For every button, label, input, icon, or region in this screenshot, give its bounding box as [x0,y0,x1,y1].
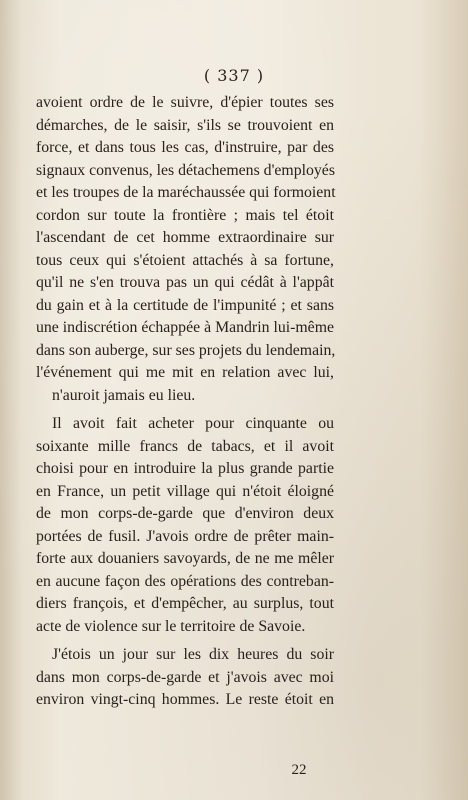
text-line: environ vingt-cinq hommes. Le reste étoit en [36,691,334,708]
text-line: cordon sur toute la frontière ; mais tel étoit [36,206,334,224]
body-text [36,92,334,712]
text-line: n'auroit jamais eu lieu. [52,386,196,404]
text-line: du gain et à la certitude de l'impunité ; et sans [36,296,334,314]
text-line: signaux convenus, les détachemens d'employés [36,161,335,179]
paragraph [36,413,334,638]
text-line: avoient ordre de le suivre, d'épier toutes ses [36,94,334,111]
text-line: tous ceux qui s'étoient attachés à sa fortune, [36,251,334,269]
text-line: portées de fusil. J'avois ordre de prêter main- [36,527,334,545]
text-line: l'ascendant de cet homme extraordinaire sur [36,229,334,246]
paragraph [36,644,334,712]
text-line: une indiscrétion échappée à Mandrin lui-même [36,319,334,336]
text-line: choisi pour en introduire la plus grande partie [36,460,334,477]
text-line: en aucune façon des opérations des contreban- [36,572,334,590]
text-line: dans mon corps-de-garde et j'avois avec moi [36,668,334,686]
text-line: dans son auberge, sur ses projets du lendemain, [36,341,336,359]
text-line: démarches, de le saisir, s'ils se trouvoient en [36,116,334,134]
printer-signature-mark: 22 [291,762,307,778]
text-line: qu'il ne s'en trouva pas un qui cédât à l'appât [36,274,334,291]
text-line: en France, un petit village qui n'étoit éloigné [36,482,334,500]
text-line: de mon corps-de-garde que d'environ deux [36,505,334,522]
paragraph [36,92,334,407]
text-line: force, et dans tous les cas, d'instruire, par des [36,139,334,156]
text-line: J'étois un jour sur les dix heures du soir [52,646,334,663]
text-line: Il avoit fait acheter pour cinquante ou [52,415,334,432]
text-line: l'événement qui me mit en relation avec lui, [36,364,334,381]
page-number: ( 337 ) [203,66,265,85]
text-line: acte de violence sur le territoire de Savoie. [36,617,306,635]
text-line: diers françois, et d'empêcher, au surplus, tout [36,595,334,612]
text-line: soixante mille francs de tabacs, et il avoit [36,437,334,455]
text-line: et les troupes de la maréchaussée qui formoient [36,184,336,201]
text-line: forte aux douaniers savoyards, de ne me mêler [36,550,334,567]
